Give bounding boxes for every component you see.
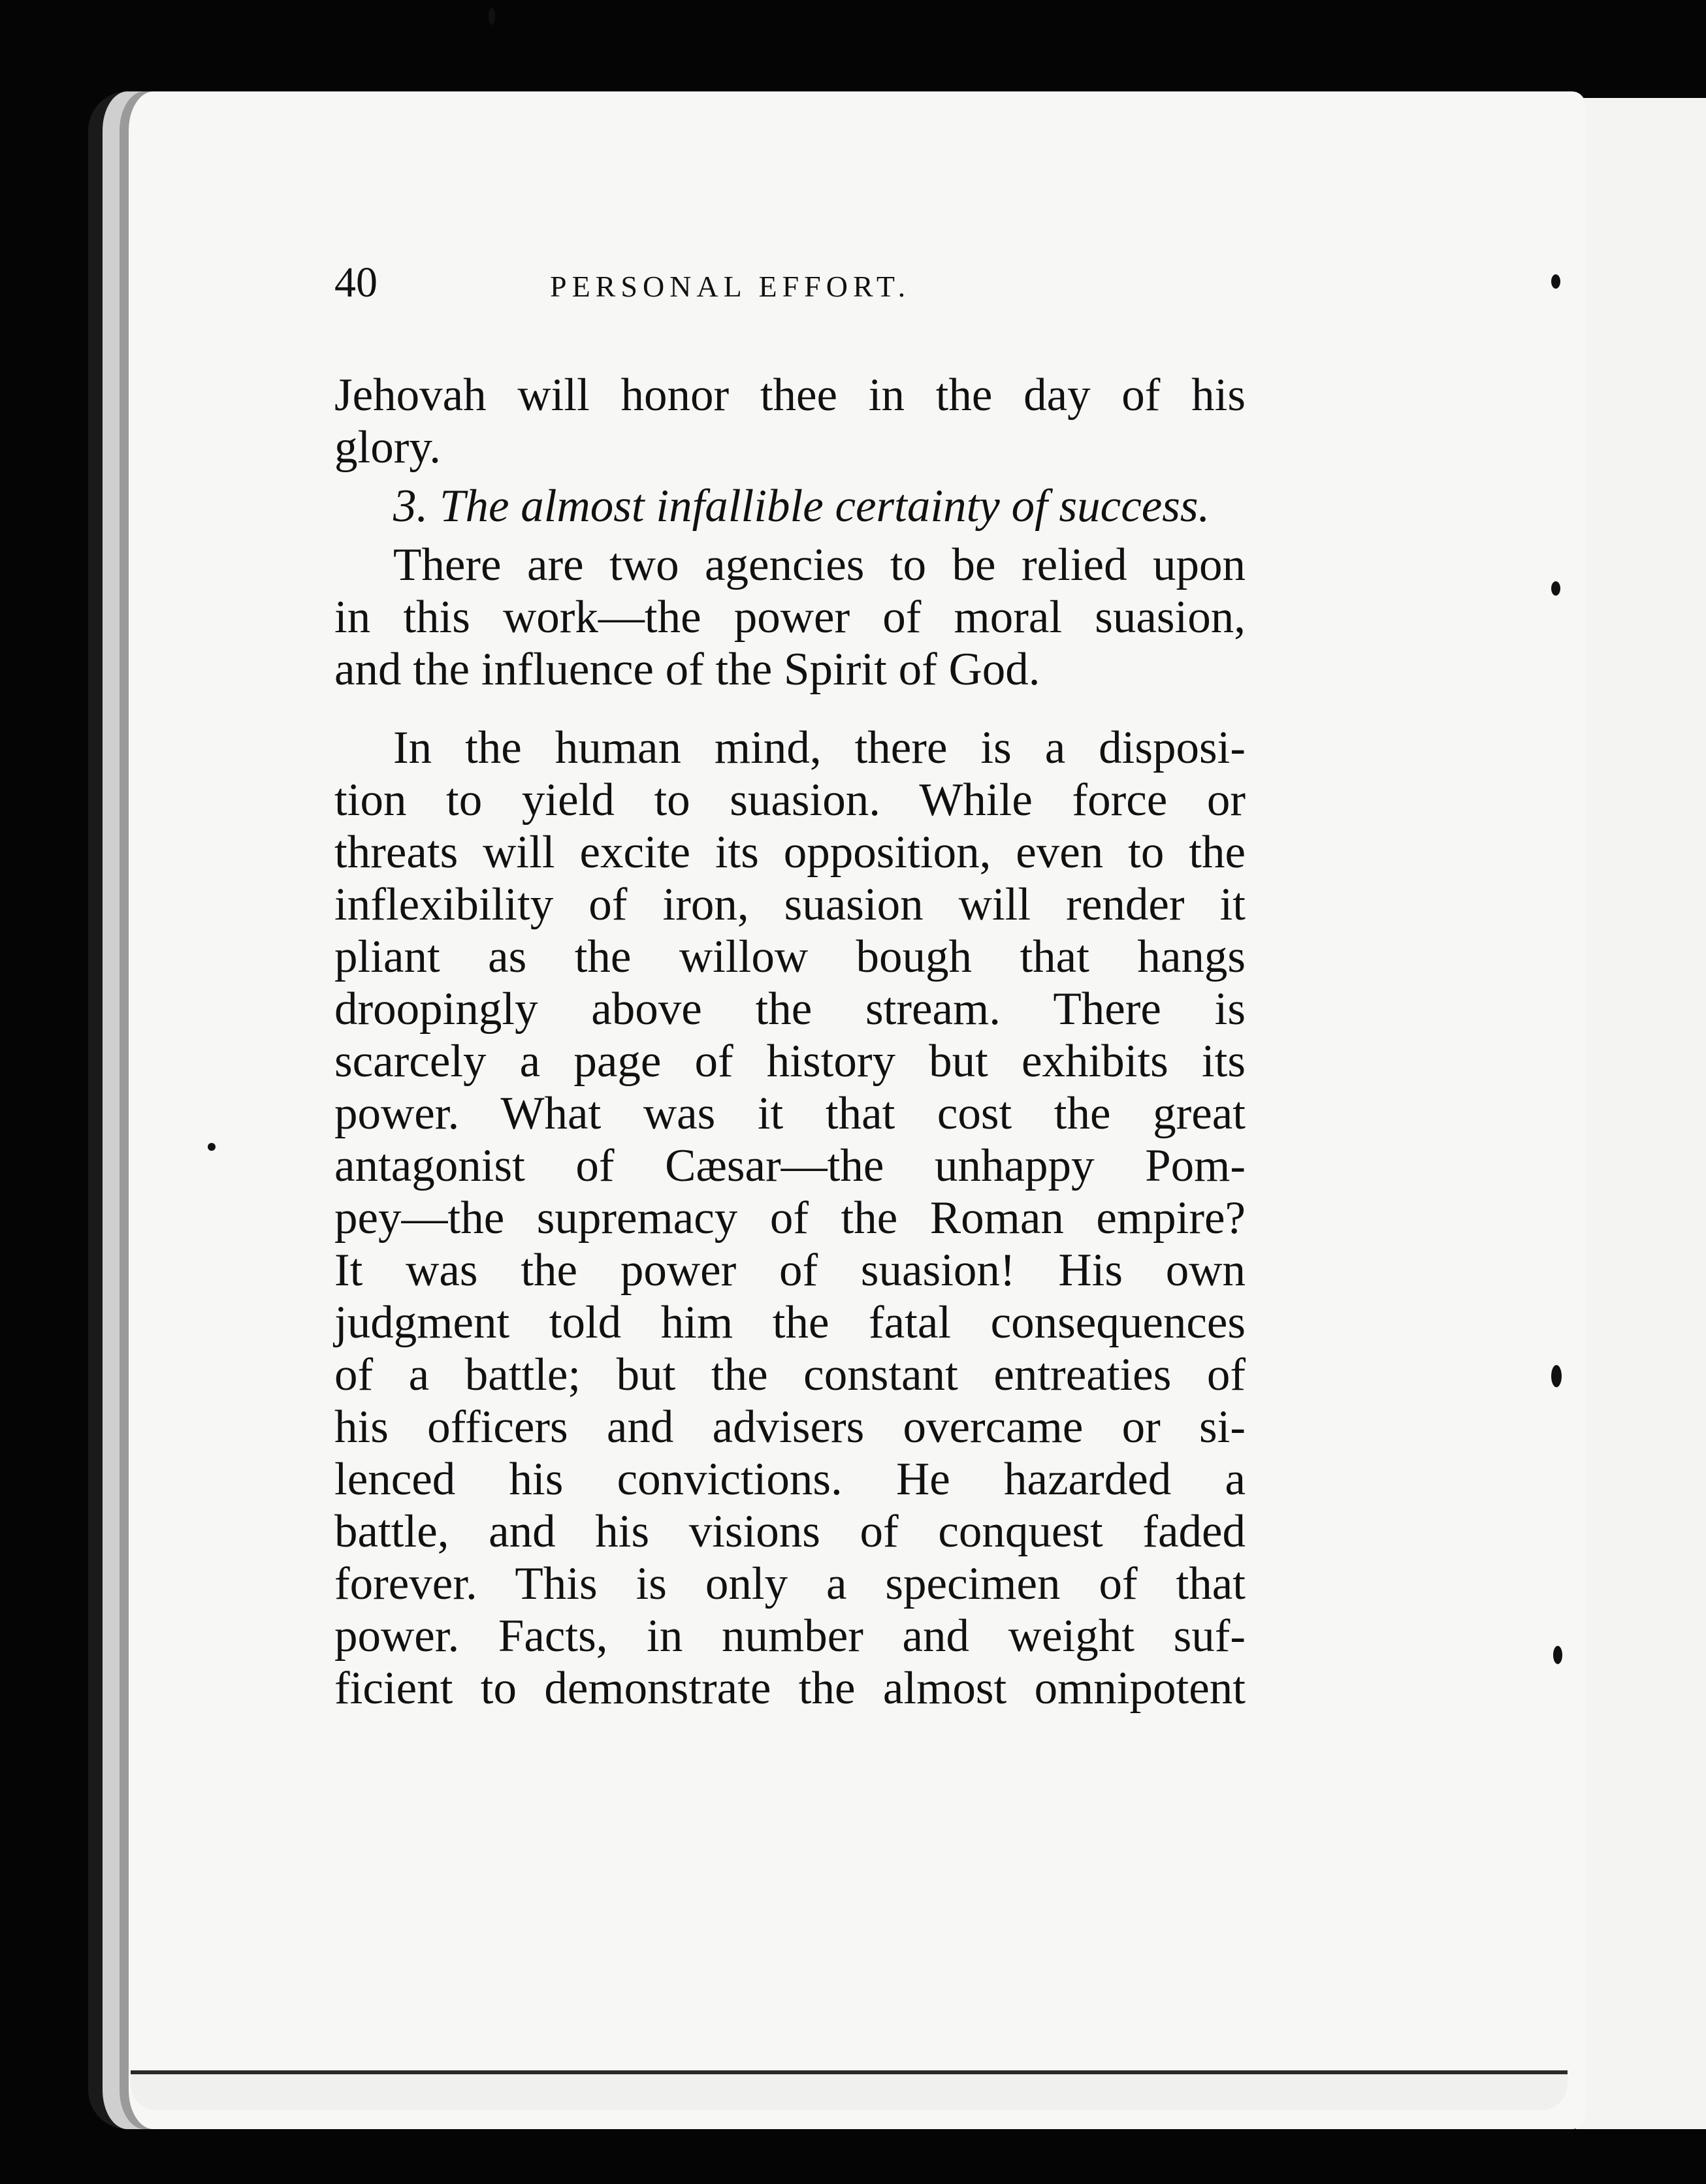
text-line: lenced his convictions. He hazarded a xyxy=(334,1454,1246,1505)
text-line: and the influence of the Spirit of God. xyxy=(334,644,1040,695)
text-line: tion to yield to suasion. While force or xyxy=(334,775,1246,826)
facing-page-edge xyxy=(1571,98,1706,2129)
section-heading: 3. The almost infallible certainty of success. xyxy=(393,481,1210,532)
text-line: ficient to demonstrate the almost omnipotent xyxy=(334,1663,1246,1714)
text-line: power. Facts, in number and weight suf- xyxy=(334,1611,1246,1662)
text-line: inflexibility of iron, suasion will render it xyxy=(334,879,1246,930)
scan-speck xyxy=(1551,1365,1562,1387)
text-line: battle, and his visions of conquest faded xyxy=(334,1506,1246,1557)
scan-speck xyxy=(208,1143,216,1151)
text-line: antagonist of Cæsar—the unhappy Pom- xyxy=(334,1140,1246,1191)
text-line: forever. This is only a specimen of that xyxy=(334,1558,1246,1609)
scan-speck xyxy=(1553,1646,1562,1664)
text-line: of a battle; but the constant entreaties of xyxy=(334,1349,1246,1400)
text-line: scarcely a page of history but exhibits its xyxy=(334,1036,1246,1087)
text-line: pey—the supremacy of the Roman empire? xyxy=(334,1193,1246,1244)
page-text xyxy=(334,258,1246,1714)
text-line: It was the power of suasion! His own xyxy=(334,1245,1246,1296)
text-line: pliant as the willow bough that hangs xyxy=(334,931,1246,982)
page-number: 40 xyxy=(334,259,378,306)
scan-speck xyxy=(1551,581,1560,596)
text-line: in this work—the power of moral suasion, xyxy=(334,592,1246,643)
running-head-title: PERSONAL EFFORT. xyxy=(550,270,911,303)
text-line: judgment told him the fatal consequences xyxy=(334,1297,1246,1348)
text-line: glory. xyxy=(334,422,442,473)
text-line: threats will excite its opposition, even to the xyxy=(334,827,1246,878)
page-bottom-edge xyxy=(131,2070,1568,2110)
text-line: In the human mind, there is a disposi- xyxy=(393,722,1246,773)
running-head xyxy=(334,258,1246,323)
text-line: power. What was it that cost the great xyxy=(334,1088,1246,1139)
scan-speck xyxy=(1551,274,1560,289)
text-line: droopingly above the stream. There is xyxy=(334,984,1246,1035)
text-line: There are two agencies to be relied upon xyxy=(393,539,1246,590)
scan-speck xyxy=(489,8,495,25)
text-line: his officers and advisers overcame or si- xyxy=(334,1402,1246,1453)
text-line: Jehovah will honor thee in the day of his xyxy=(334,370,1246,421)
